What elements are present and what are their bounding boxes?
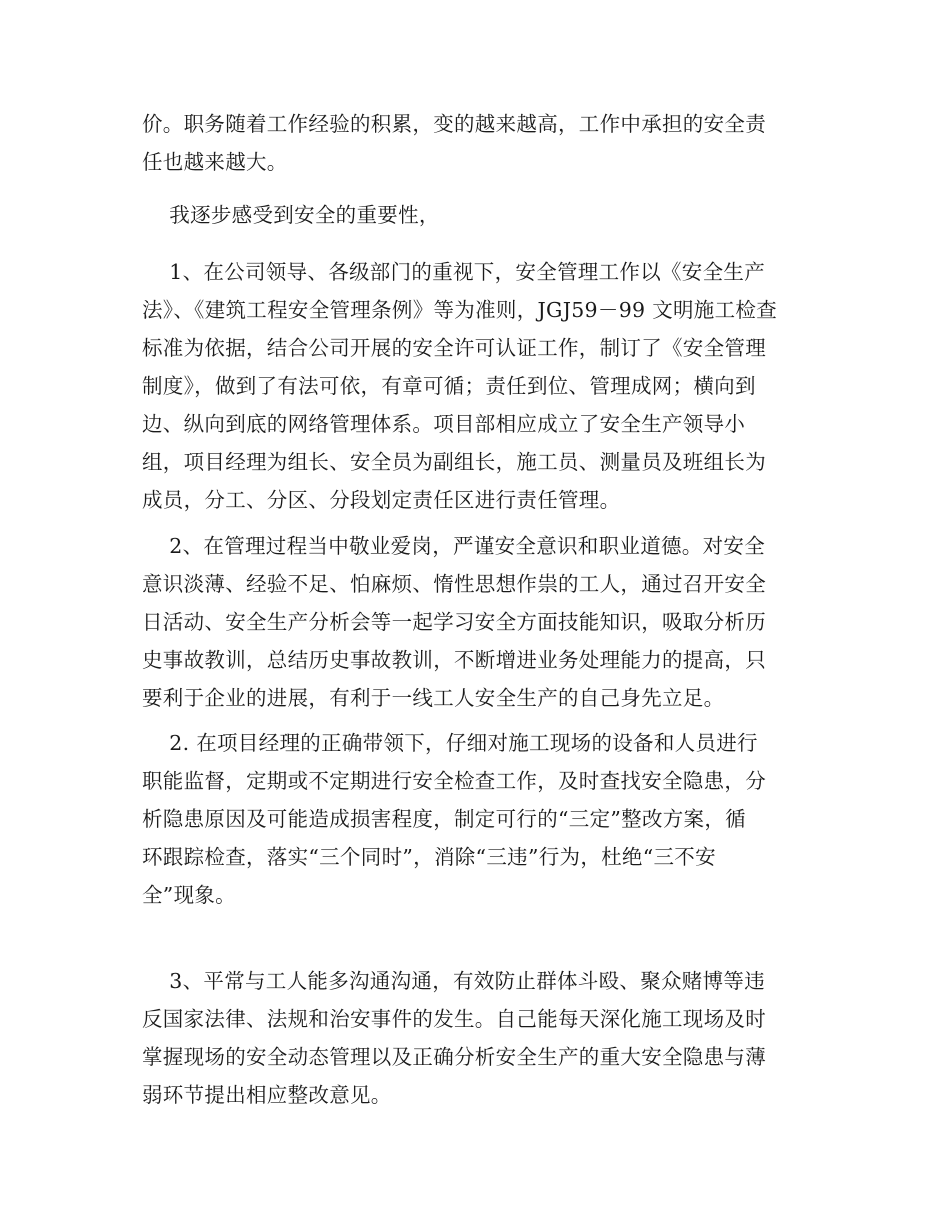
paragraph-item-3 (142, 962, 810, 1114)
text-line: 反国家法律、法规和治安事件的发生。自己能每天深化施工现场及时 (142, 1007, 766, 1031)
text-line: 1、在公司领导、各级部门的重视下，安全管理工作以《安全生产 (142, 260, 766, 284)
text-line: 2、在管理过程当中敬业爱岗，严谨安全意识和职业道德。对安全 (142, 534, 766, 558)
text-line: 职能监督，定期或不定期进行安全检查工作，及时查找安全隐患，分 (142, 769, 766, 793)
text-line: 法》、《建筑工程安全管理条例》等为准则，JGJ59－99 文明施工检查 (142, 298, 777, 322)
text-line: 我逐步感受到安全的重要性， (142, 203, 440, 227)
text-line: 任也越来越大。 (142, 150, 288, 174)
text-line: 史事故教训，总结历史事故教训，不断增进业务处理能力的提高，只 (142, 648, 766, 672)
text-line: 弱环节提出相应整改意见。 (142, 1083, 392, 1107)
text-line: 制度》，做到了有法可依，有章可循；责任到位、管理成网；横向到 (142, 374, 756, 398)
text-line: 全”现象。 (142, 883, 236, 907)
text-line: 边、纵向到底的网络管理体系。项目部相应成立了安全生产领导小 (142, 412, 746, 436)
text-line: 析隐患原因及可能造成损害程度，制定可行的“三定”整改方案，循 (142, 807, 746, 831)
text-line: 2. 在项目经理的正确带领下，仔细对施工现场的设备和人员进行 (142, 731, 758, 755)
paragraph-item-2 (142, 527, 810, 717)
text-line: 要利于企业的进展，有利于一线工人安全生产的自己身先立足。 (142, 686, 725, 710)
paragraph-item-2b (142, 724, 810, 914)
text-line: 成员，分工、分区、分段划定责任区进行责任管理。 (142, 488, 621, 512)
text-line: 环跟踪检查，落实“三个同时”，消除“三违”行为，杜绝“三不安 (142, 845, 716, 869)
paragraph-intro (142, 196, 810, 234)
paragraph-item-1 (142, 253, 810, 519)
text-line: 组，项目经理为组长、安全员为副组长，施工员、测量员及班组长为 (142, 450, 766, 474)
text-line: 日活动、安全生产分析会等一起学习安全方面技能知识，吸取分析历 (142, 610, 766, 634)
text-line: 价。职务随着工作经验的积累，变的越来越高，工作中承担的安全责 (142, 112, 766, 136)
text-line: 3、平常与工人能多沟通沟通，有效防止群体斗殴、聚众赌博等违 (142, 969, 766, 993)
paragraph-continuation (142, 105, 810, 181)
text-line: 标准为依据，结合公司开展的安全许可认证工作，制订了《安全管理 (142, 336, 766, 360)
text-line: 掌握现场的安全动态管理以及正确分析安全生产的重大安全隐患与薄 (142, 1045, 766, 1069)
text-line: 意识淡薄、经验不足、怕麻烦、惰性思想作祟的工人，通过召开安全 (142, 572, 766, 596)
